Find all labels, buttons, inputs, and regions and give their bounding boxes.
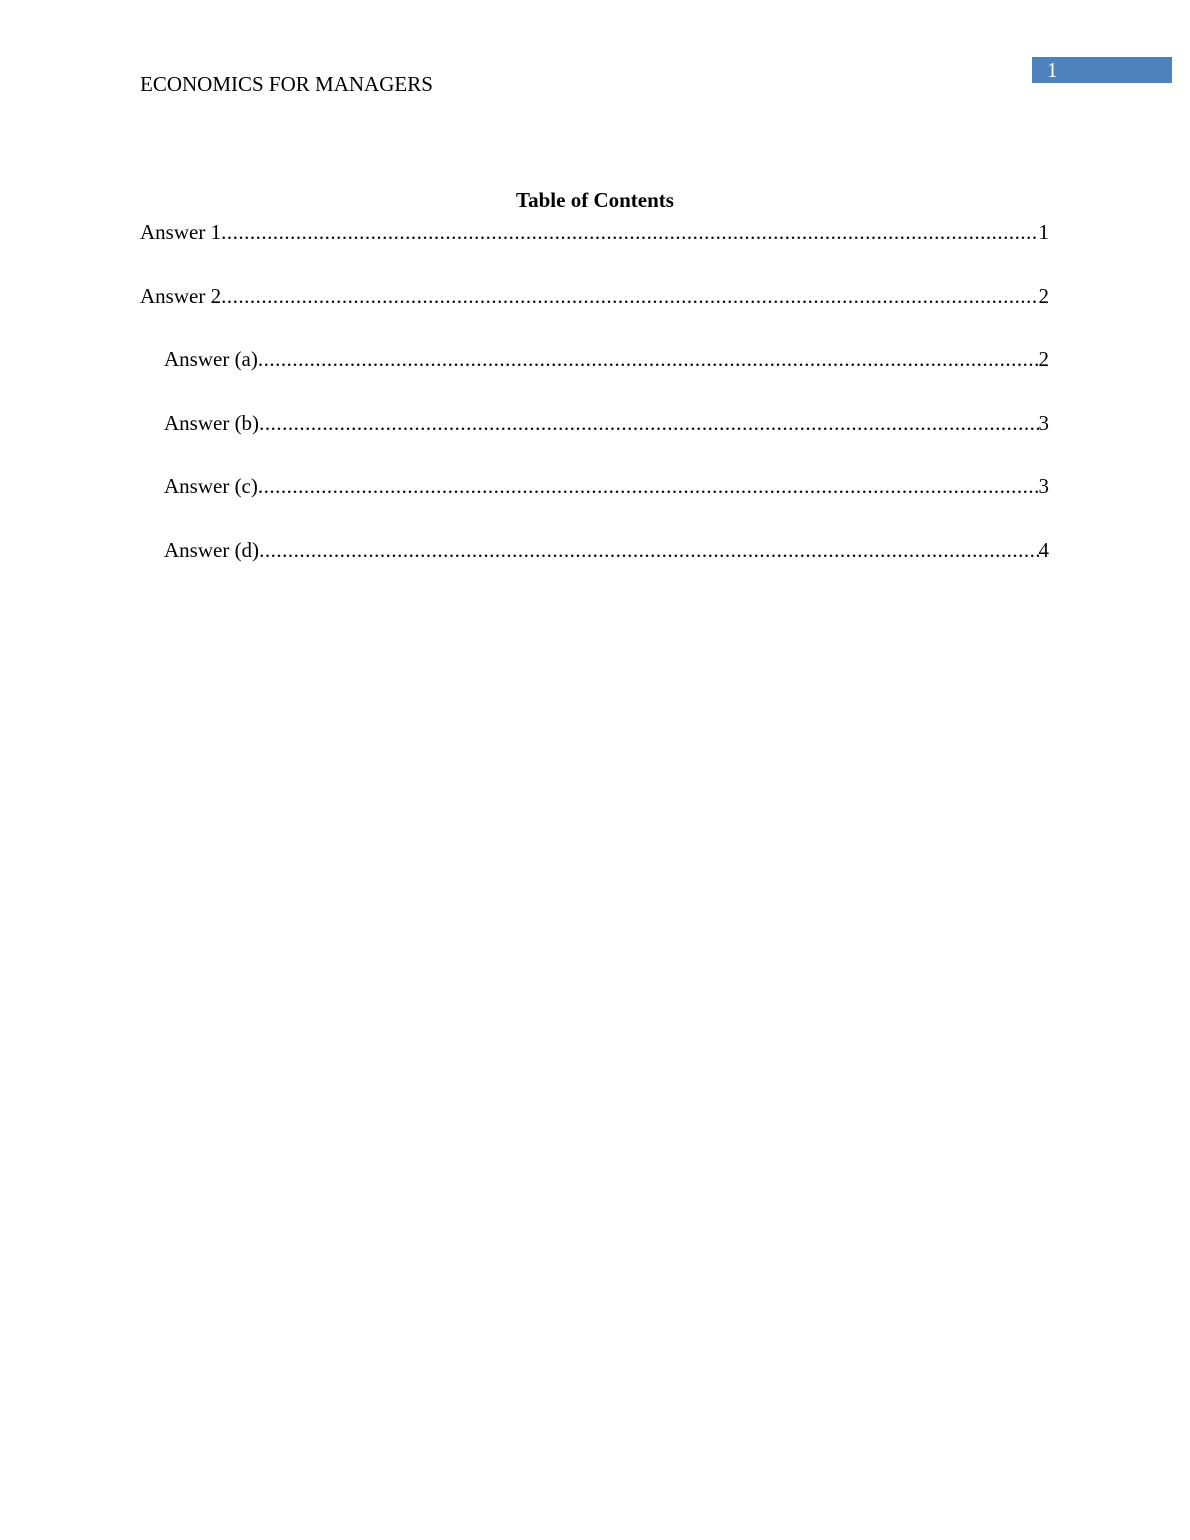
table-of-contents (140, 218, 1049, 599)
toc-entry-label: Answer 2 (140, 283, 222, 308)
toc-dot-leader (258, 345, 1039, 373)
toc-entry-page: 3 (1038, 474, 1049, 498)
toc-entry-page: 4 (1038, 537, 1049, 562)
toc-dot-leader (259, 536, 1038, 564)
toc-dot-leader (221, 282, 1038, 310)
toc-entry-label: Answer (c) (164, 474, 258, 498)
toc-dot-leader (259, 409, 1038, 437)
page-number-badge (1032, 57, 1172, 83)
toc-entry-answer-a[interactable] (140, 345, 1049, 373)
toc-entry-answer-2[interactable] (140, 282, 1049, 310)
toc-dot-leader (258, 472, 1039, 500)
toc-entry-answer-1[interactable] (140, 218, 1049, 246)
toc-heading: Table of Contents (516, 188, 674, 212)
toc-entry-label: Answer (d) (164, 537, 260, 562)
toc-dot-leader (221, 218, 1038, 246)
toc-entry-page: 2 (1038, 347, 1049, 371)
toc-entry-label: Answer (a) (164, 347, 258, 371)
toc-entry-label: Answer 1 (140, 220, 222, 244)
toc-entry-page: 2 (1038, 283, 1049, 308)
toc-entry-page: 1 (1038, 220, 1049, 244)
toc-entry-answer-b[interactable] (140, 409, 1049, 437)
toc-entry-answer-d[interactable] (140, 536, 1049, 564)
page-number: 1 (1047, 58, 1058, 82)
running-header-title: ECONOMICS FOR MANAGERS (140, 72, 433, 96)
toc-entry-answer-c[interactable] (140, 472, 1049, 500)
toc-entry-page: 3 (1038, 410, 1049, 435)
toc-entry-label: Answer (b) (164, 410, 260, 435)
